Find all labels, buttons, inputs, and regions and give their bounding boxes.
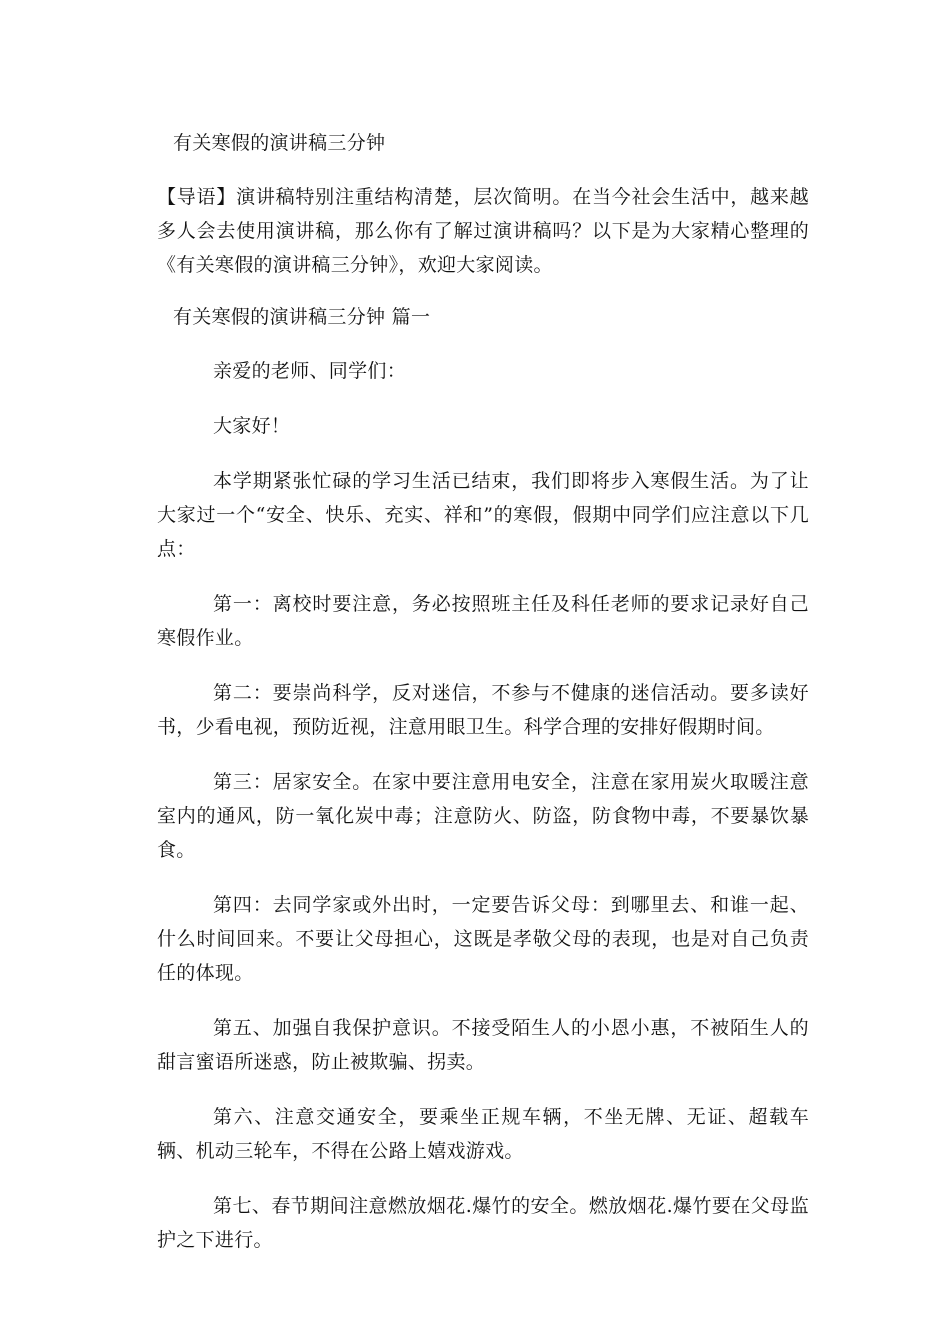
paragraph-point-2: 第二：要崇尚科学，反对迷信，不参与不健康的迷信活动。要多读好书，少看电视，预防近视，注意用眼卫生。科学合理的安排好假期时间。 — [157, 682, 809, 738]
intro-paragraph: 【导语】演讲稿特别注重结构清楚，层次简明。在当今社会生活中，越来越多人会去使用演讲稿，那么你有了解过演讲稿吗？以下是为大家精心整理的《有关寒假的演讲稿三分钟》，欢迎大家阅读。 — [157, 186, 809, 276]
paragraph-point-1: 第一：离校时要注意，务必按照班主任及科任老师的要求记录好自己寒假作业。 — [157, 593, 809, 649]
document-body — [157, 126, 809, 1278]
document-title: 有关寒假的演讲稿三分钟 — [173, 132, 386, 154]
paragraph-point-5: 第五、加强自我保护意识。不接受陌生人的小恩小惠，不被陌生人的甜言蜜语所迷惑，防止被欺骗、拐卖。 — [157, 1017, 809, 1073]
greeting: 大家好！ — [213, 415, 291, 437]
paragraph-point-6: 第六、注意交通安全，要乘坐正规车辆，不坐无牌、无证、超载车辆、机动三轮车，不得在公路上嬉戏游戏。 — [157, 1106, 809, 1162]
paragraph-opening: 本学期紧张忙碌的学习生活已结束，我们即将步入寒假生活。为了让大家过一个“安全、快乐、充实、祥和”的寒假，假期中同学们应注意以下几点： — [157, 470, 809, 560]
paragraph-point-7: 第七、春节期间注意燃放烟花.爆竹的安全。燃放烟花.爆竹要在父母监护之下进行。 — [157, 1195, 809, 1251]
paragraph-point-4: 第四：去同学家或外出时，一定要告诉父母：到哪里去、和谁一起、什么时间回来。不要让父母担心，这既是孝敬父母的表现，也是对自己负责任的体现。 — [157, 894, 809, 984]
section-title: 有关寒假的演讲稿三分钟 篇一 — [173, 306, 431, 328]
paragraph-point-3: 第三：居家安全。在家中要注意用电安全，注意在家用炭火取暖注意室内的通风，防一氧化炭中毒；注意防火、防盗，防食物中毒，不要暴饮暴食。 — [157, 771, 809, 861]
salutation: 亲爱的老师、同学们： — [213, 360, 407, 382]
